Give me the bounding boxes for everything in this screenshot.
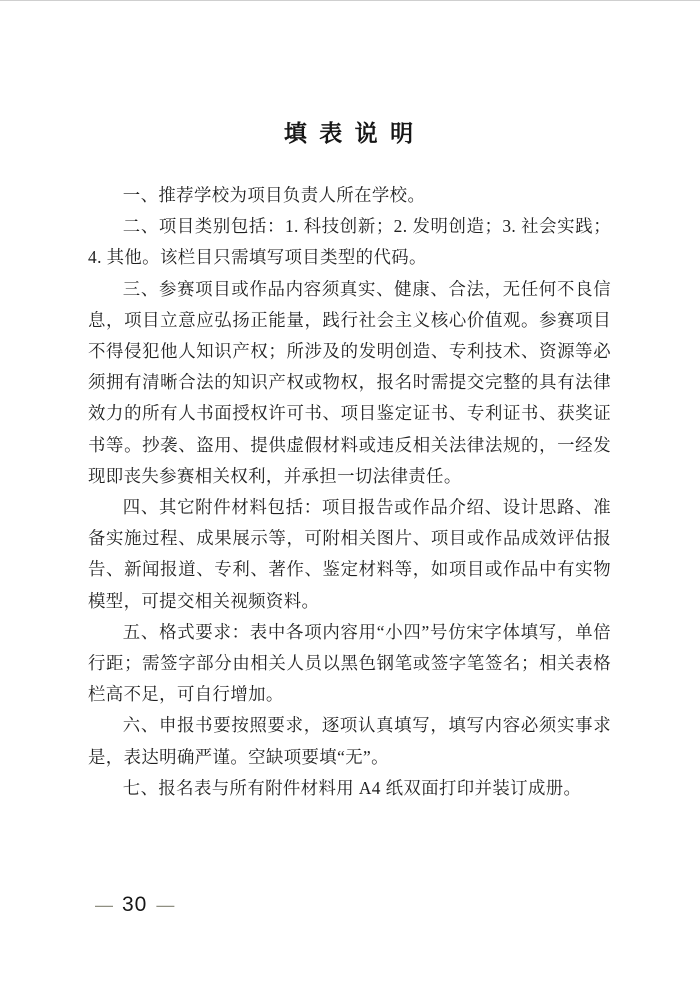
footer-dash-right: — <box>156 894 175 915</box>
instruction-paragraph-3: 三、参赛项目或作品内容须真实、健康、合法，无任何不良信息，项目立意应弘扬正能量，践行社会主义核心价值观。参赛项目不得侵犯他人知识产权；所涉及的发明创造、专利技术、资源等必须拥有清晰合法的知识产权或物权，报名时需提交完整的具有法律效力的所有人书面授权许可书、项目鉴定证书、专利证书、获奖证书等。抄袭、盗用、提供虚假材料或违反相关法律法规的，一经发现即丧失参赛相关权利，并承担一切法律责任。 <box>88 278 611 486</box>
scan-edge-artifact <box>0 0 700 1</box>
instruction-paragraph-6: 六、申报书要按照要求，逐项认真填写，填写内容必须实事求是，表达明确严谨。空缺项要填“无”。 <box>88 715 611 767</box>
page-footer <box>95 893 174 917</box>
instruction-paragraph-4: 四、其它附件材料包括：项目报告或作品介绍、设计思路、准备实施过程、成果展示等，可附相关图片、项目或作品成效评估报告、新闻报道、专利、著作、鉴定材料等，如项目或作品中有实物模型，可提交相关视频资料。 <box>88 497 611 611</box>
instruction-paragraph-5: 五、格式要求：表中各项内容用“小四”号仿宋字体填写，单倍行距；需签字部分由相关人员以黑色钢笔或签字笔签名；相关表格栏高不足，可自行增加。 <box>88 621 611 705</box>
instruction-paragraph-7: 七、报名表与所有附件材料用 A4 纸双面打印并装订成册。 <box>122 777 582 798</box>
footer-dash-left: — <box>95 894 113 915</box>
instructions-body <box>88 180 611 804</box>
instruction-paragraph-2: 二、项目类别包括：1. 科技创新；2. 发明创造；3. 社会实践；4. 其他。该栏目只需填写项目类型的代码。 <box>88 216 611 268</box>
page-title: 填 表 说 明 <box>283 120 417 146</box>
instruction-paragraph-1: 一、推荐学校为项目负责人所在学校。 <box>122 185 426 205</box>
page-number: 30 <box>122 893 148 916</box>
